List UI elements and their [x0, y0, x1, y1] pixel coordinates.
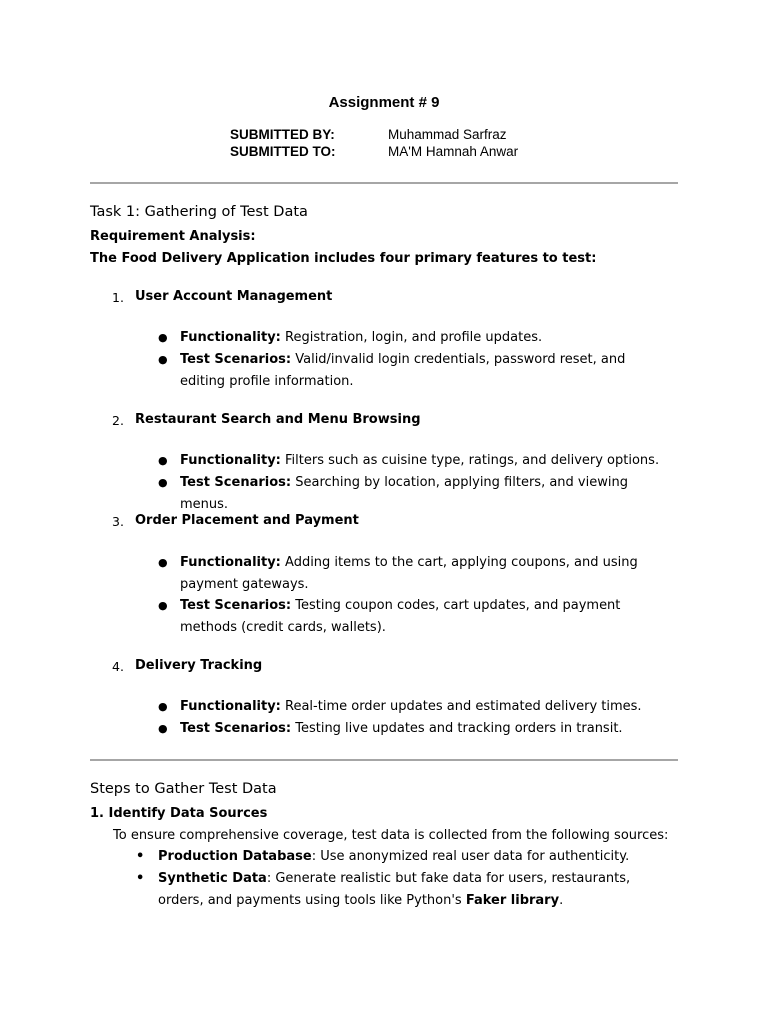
- bullet-icon: •: [136, 849, 145, 864]
- functionality-label: Functionality:: [180, 330, 281, 345]
- submitted-by-value: Muhammad Sarfraz: [388, 127, 507, 142]
- steps-heading: Steps to Gather Test Data: [90, 781, 277, 797]
- functionality-text: Filters such as cuisine type, ratings, and delivery options.: [280, 453, 660, 468]
- bullet-icon: ●: [158, 353, 168, 366]
- test-scenarios-text: Testing live updates and tracking orders in transit.: [291, 721, 623, 736]
- functionality-label: Functionality:: [180, 699, 281, 714]
- divider-top: [90, 182, 678, 184]
- bullet-icon: ●: [158, 722, 168, 735]
- source-text-end: .: [559, 893, 564, 908]
- test-scenarios-label: Test Scenarios:: [180, 721, 292, 736]
- feature-number: 1.: [112, 290, 124, 305]
- divider-middle: [90, 759, 678, 761]
- feature-number: 4.: [112, 659, 124, 674]
- step1-heading: 1. Identify Data Sources: [90, 806, 268, 821]
- test-scenarios-label: Test Scenarios:: [180, 475, 292, 490]
- requirement-analysis-heading: Requirement Analysis:: [90, 229, 256, 244]
- test-scenarios-label: Test Scenarios:: [180, 598, 292, 613]
- feature-title: User Account Management: [135, 289, 333, 304]
- task1-intro: The Food Delivery Application includes four primary features to test:: [90, 251, 597, 266]
- task1-heading: Task 1: Gathering of Test Data: [90, 204, 308, 220]
- step1-intro: To ensure comprehensive coverage, test data is collected from the following sources:: [113, 828, 669, 843]
- document-title: Assignment # 9: [328, 94, 440, 111]
- functionality-text: Registration, login, and profile updates.: [280, 330, 543, 345]
- test-scenarios-label: Test Scenarios:: [180, 352, 292, 367]
- functionality-label: Functionality:: [180, 453, 281, 468]
- bullet-icon: ●: [158, 599, 168, 612]
- source-label: Synthetic Data: [158, 871, 267, 886]
- bullet-icon: ●: [158, 476, 168, 489]
- functionality-label: Functionality:: [180, 555, 281, 570]
- feature-title: Order Placement and Payment: [135, 513, 359, 528]
- feature-title: Delivery Tracking: [135, 658, 263, 673]
- functionality-text: Real-time order updates and estimated delivery times.: [280, 699, 642, 714]
- submitted-to-value: MA'M Hamnah Anwar: [388, 144, 519, 159]
- test-scenarios-text: Valid/invalid login credentials, password reset, and editing profile information.: [180, 352, 626, 389]
- source-label: Production Database: [158, 849, 312, 864]
- functionality-text: Adding items to the cart, applying coupons, and using payment gateways.: [180, 555, 638, 592]
- bullet-icon: ●: [158, 556, 168, 569]
- source-text: : Use anonymized real user data for authenticity.: [311, 849, 630, 864]
- bullet-icon: ●: [158, 454, 168, 467]
- faker-library-label: Faker library: [465, 893, 560, 908]
- feature-title: Restaurant Search and Menu Browsing: [135, 412, 421, 427]
- feature-number: 3.: [112, 514, 124, 529]
- test-scenarios-text: Testing coupon codes, cart updates, and payment methods (credit cards, wallets).: [180, 598, 621, 635]
- source-text: : Generate realistic but fake data for users, restaurants, orders, and payments using tools like Python's: [158, 871, 631, 908]
- bullet-icon: ●: [158, 700, 168, 713]
- feature-number: 2.: [112, 413, 124, 428]
- test-scenarios-text: Searching by location, applying filters, and viewing menus.: [180, 475, 628, 512]
- bullet-icon: •: [136, 871, 145, 886]
- submitted-by-label: SUBMITTED BY:: [230, 127, 335, 142]
- bullet-icon: ●: [158, 331, 168, 344]
- submitted-to-label: SUBMITTED TO:: [230, 144, 336, 159]
